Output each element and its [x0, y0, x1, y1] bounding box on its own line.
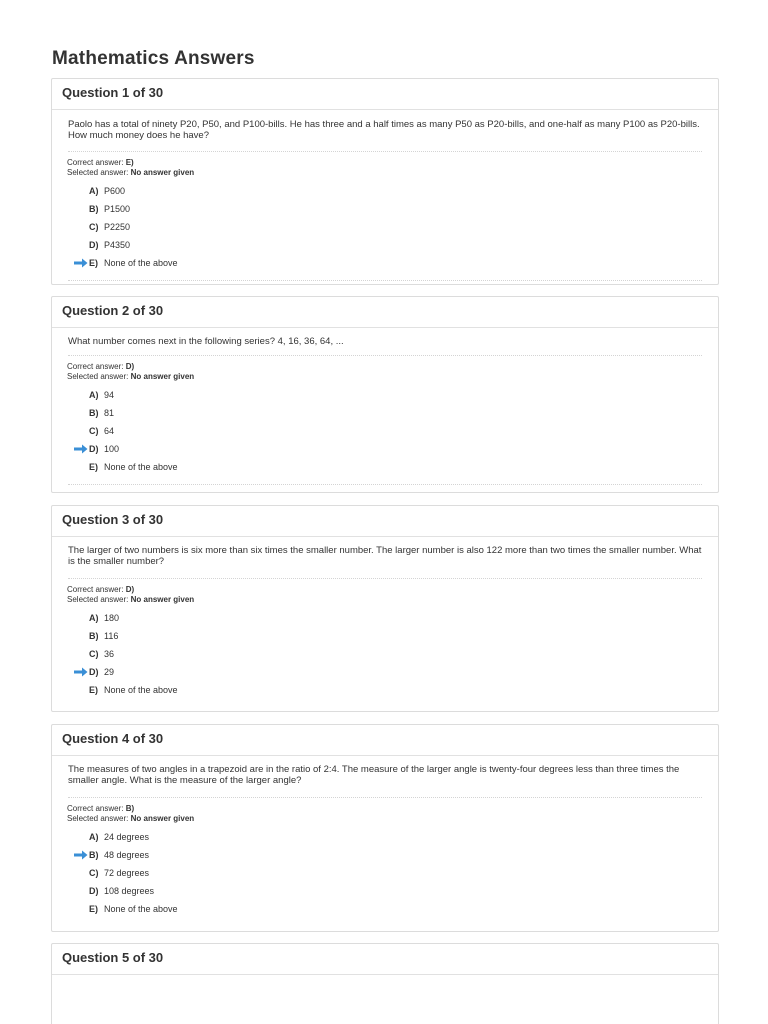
- option-letter: B): [89, 204, 99, 214]
- question-title: Question 4 of 30: [62, 731, 164, 746]
- correct-arrow-icon: [74, 258, 88, 268]
- option-letter: C): [89, 426, 99, 436]
- question-header: [52, 297, 718, 328]
- option-letter: E): [89, 462, 98, 472]
- options-list: [52, 178, 718, 280]
- option-text: 24 degrees: [104, 832, 150, 842]
- option-text: P2250: [104, 222, 131, 232]
- selected-answer-label: Selected answer:: [67, 595, 129, 604]
- answers-meta: [52, 579, 718, 605]
- option-text: P4350: [104, 240, 131, 250]
- answers-meta: [52, 798, 718, 824]
- correct-answer-label: Correct answer:: [67, 362, 124, 371]
- option-text: 48 degrees: [104, 850, 150, 860]
- correct-answer-label: Correct answer:: [67, 585, 124, 594]
- option-letter: D): [89, 667, 99, 677]
- answer-option: [52, 458, 718, 476]
- option-text: None of the above: [104, 462, 178, 472]
- option-text: 81: [104, 408, 115, 418]
- answer-option: [52, 882, 718, 900]
- answer-option: [52, 846, 718, 864]
- question-card-1: [51, 78, 719, 285]
- option-letter: B): [89, 850, 99, 860]
- option-letter: A): [89, 832, 99, 842]
- correct-answer-label: Correct answer:: [67, 158, 124, 167]
- option-text: P1500: [104, 204, 131, 214]
- answer-option: [52, 254, 718, 272]
- question-title: Question 5 of 30: [62, 950, 164, 965]
- answer-option: [52, 404, 718, 422]
- answer-option: [52, 236, 718, 254]
- question-card-3: [51, 505, 719, 712]
- divider: [68, 484, 702, 490]
- answer-option: [52, 182, 718, 200]
- answer-option: [52, 440, 718, 458]
- option-letter: C): [89, 649, 99, 659]
- option-text: 64: [104, 426, 115, 436]
- answer-option: [52, 663, 718, 681]
- selected-answer-value: No answer given: [130, 595, 195, 604]
- option-letter: A): [89, 390, 99, 400]
- question-header: [52, 725, 718, 756]
- answer-option: [52, 681, 718, 699]
- answer-option: [52, 645, 718, 663]
- question-header: [52, 506, 718, 537]
- question-text: Paolo has a total of ninety P20, P50, and P100-bills. He has three and a half times as many P50 as P20-bills, and one-half as many P100 as P20-bills. How much money does he have?: [68, 110, 702, 152]
- question-title: Question 1 of 30: [62, 85, 164, 100]
- question-card-4: [51, 724, 719, 932]
- option-letter: B): [89, 408, 99, 418]
- option-text: 29: [104, 667, 115, 677]
- options-list: [52, 605, 718, 707]
- correct-arrow-icon: [74, 850, 88, 860]
- option-text: 94: [104, 390, 115, 400]
- option-letter: B): [89, 631, 99, 641]
- correct-arrow-icon: [74, 667, 88, 677]
- option-letter: D): [89, 444, 99, 454]
- option-letter: E): [89, 258, 98, 268]
- answer-option: [52, 864, 718, 882]
- question-card-5: [51, 943, 719, 1024]
- option-letter: C): [89, 222, 99, 232]
- answer-option: [52, 828, 718, 846]
- option-text: 108 degrees: [104, 886, 155, 896]
- option-text: 180: [104, 613, 120, 623]
- question-header: [52, 944, 718, 975]
- answer-option: [52, 900, 718, 918]
- selected-answer-label: Selected answer:: [67, 168, 129, 177]
- options-list: [52, 382, 718, 484]
- correct-answer-label: Correct answer:: [67, 804, 124, 813]
- option-text: 36: [104, 649, 115, 659]
- option-letter: A): [89, 613, 99, 623]
- question-text: The larger of two numbers is six more than six times the smaller number. The larger number is also 122 more than two times the smaller number. What is the smaller number?: [68, 537, 702, 579]
- answers-meta: [52, 356, 718, 382]
- selected-answer-label: Selected answer:: [67, 372, 129, 381]
- option-text: None of the above: [104, 685, 178, 695]
- question-header: [52, 79, 718, 110]
- option-text: None of the above: [104, 258, 178, 268]
- option-text: 72 degrees: [104, 868, 150, 878]
- answers-meta: [52, 152, 718, 178]
- option-letter: D): [89, 886, 99, 896]
- correct-answer-value: D): [125, 585, 135, 594]
- option-letter: A): [89, 186, 99, 196]
- correct-answer-value: B): [125, 804, 135, 813]
- answer-option: [52, 386, 718, 404]
- question-title: Question 2 of 30: [62, 303, 164, 318]
- question-text: The measures of two angles in a trapezoid are in the ratio of 2:4. The measure of the larger angle is twenty-four degrees less than three times the smaller angle. What is the measure of the larger angle?: [68, 756, 702, 798]
- option-letter: D): [89, 240, 99, 250]
- question-title: Question 3 of 30: [62, 512, 164, 527]
- correct-answer-value: E): [125, 158, 134, 167]
- option-text: 116: [104, 631, 119, 641]
- option-text: 100: [104, 444, 120, 454]
- option-letter: C): [89, 868, 99, 878]
- answer-option: [52, 200, 718, 218]
- options-list: [52, 824, 718, 926]
- answer-option: [52, 609, 718, 627]
- answer-option: [52, 422, 718, 440]
- option-text: P600: [104, 186, 126, 196]
- option-letter: E): [89, 904, 98, 914]
- option-letter: E): [89, 685, 98, 695]
- selected-answer-value: No answer given: [130, 168, 195, 177]
- answer-option: [52, 627, 718, 645]
- correct-arrow-icon: [74, 444, 88, 454]
- option-text: None of the above: [104, 904, 178, 914]
- selected-answer-label: Selected answer:: [67, 814, 129, 823]
- question-text: What number comes next in the following series? 4, 16, 36, 64, ...: [68, 328, 702, 356]
- answer-option: [52, 218, 718, 236]
- page-title: Mathematics Answers: [52, 48, 255, 69]
- divider: [68, 280, 702, 286]
- question-card-2: [51, 296, 719, 493]
- selected-answer-value: No answer given: [130, 814, 195, 823]
- selected-answer-value: No answer given: [130, 372, 195, 381]
- correct-answer-value: D): [125, 362, 135, 371]
